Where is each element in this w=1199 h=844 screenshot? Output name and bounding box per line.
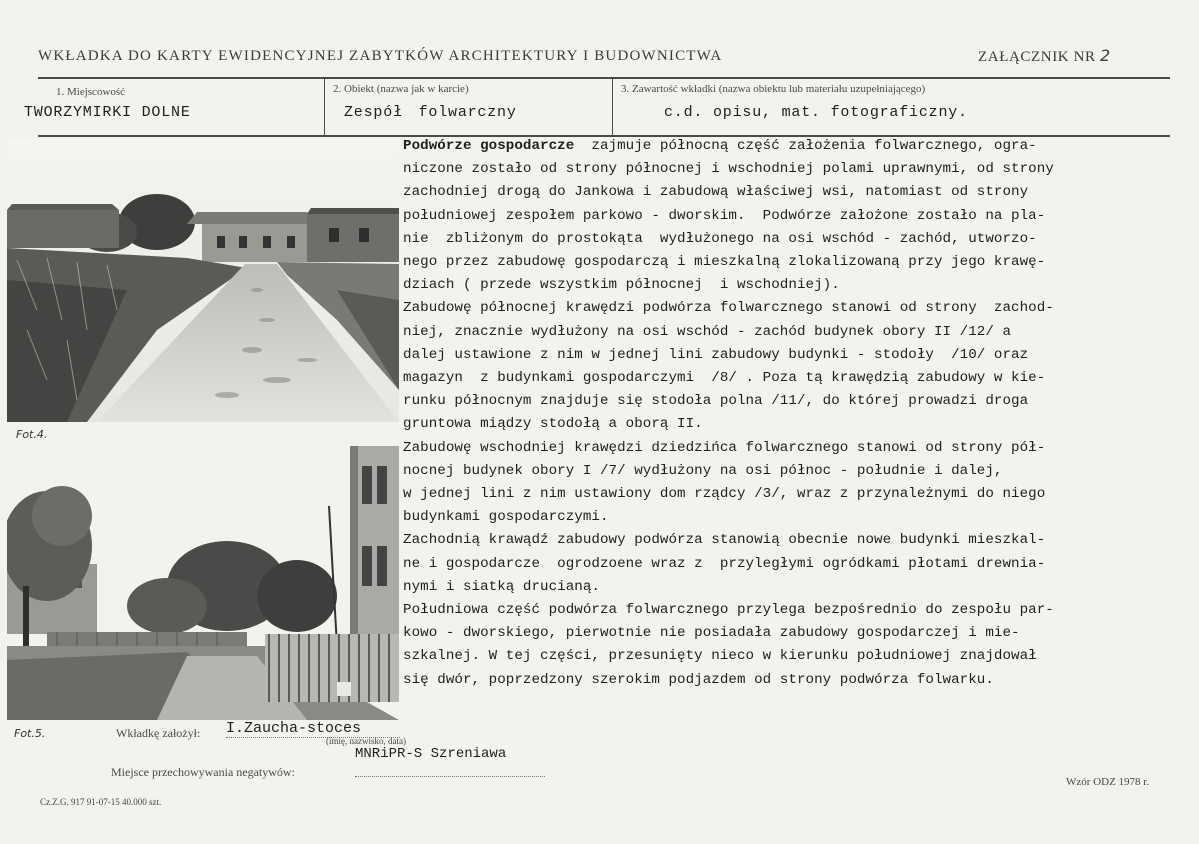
place-value: TWORZYMIRKI DOLNE xyxy=(24,104,191,121)
text-line: Południowa część podwórza folwarcznego przylega bezpośrednio do zespołu par- xyxy=(403,602,1054,619)
photo-road xyxy=(7,140,399,422)
photo-yard-image xyxy=(7,446,399,720)
text-line: szkalnej. W tej części, przesunięty nieco w kierunku południowej znajdował xyxy=(403,648,1037,665)
text-line: nymi i siatką drucianą. xyxy=(403,578,600,595)
object-value: Zespół folwarczny xyxy=(344,104,517,121)
text-line: ne i gospodarcze ogrodzoene wraz z przyległymi ogródkami płotami drewnia- xyxy=(403,555,1046,572)
text-line: nego przez zabudowę gospodarczą i mieszkalną zlokalizowaną przy jego krawę- xyxy=(403,254,1046,271)
text-line: gruntowa miądzy stodołą a oborą II. xyxy=(403,416,703,433)
text-line: w jednej lini z nim ustawiony dom rządcy /3/, wraz z przynależnymi do niego xyxy=(403,486,1046,503)
text-line: południowej zespołem parkowo - dworskim. Podwórze założone zostało na pla- xyxy=(403,207,1046,224)
text-line: niczone zostało od strony północnej i wschodniej polami uprawnymi, od strony xyxy=(403,161,1054,178)
form-model: Wzór ODZ 1978 r. xyxy=(1066,776,1150,788)
content-value: c.d. opisu, mat. fotograficzny. xyxy=(664,104,968,121)
text-line: Zachodnią krawądź zabudowy podwórza stanowią obecnie nowe budynki mieszkal- xyxy=(403,532,1046,549)
author-label: Wkładkę założył: xyxy=(116,726,201,740)
attachment-number-value: 2 xyxy=(1099,46,1111,65)
author-value: I.Zaucha-stoces xyxy=(226,720,400,738)
field-divider-2 xyxy=(612,79,613,135)
text-line: budynkami gospodarczymi. xyxy=(403,509,609,526)
place-label: 1. Miejscowość xyxy=(56,86,126,98)
text-line: się dwór, poprzedzony szerokim podjazdem od strony podwórza folwarku. xyxy=(403,671,994,688)
text-line: zachodniej drogą do Jankowa i zabudową właściwej wsi, natomiast od strony xyxy=(403,184,1029,201)
attachment-label: ZAŁĄCZNIK NR xyxy=(978,49,1096,65)
author-sub: (imię, nazwisko, data) xyxy=(326,736,406,746)
text-line: kowo - dworskiego, pierwotnie nie posiadała zabudowy gospodarczej i mie- xyxy=(403,625,1020,642)
top-rule xyxy=(38,77,1170,79)
field-divider-1 xyxy=(324,79,325,135)
text-line: nie zbliżonym do prostokąta wydłużonego na osi wschód - zachód, utworzo- xyxy=(403,230,1037,247)
text-line: niej, znacznie wydłużony na osi wschód - zachód budynek obory II /12/ a xyxy=(403,323,1012,340)
storage-value: MNRiPR-S Szreniawa xyxy=(355,746,545,777)
photo-yard-caption: Fot.5. xyxy=(14,727,46,740)
photo-road-image xyxy=(7,140,399,422)
text-line-rest: zajmuje północną część założenia folwarcznego, ogra- xyxy=(574,138,1037,154)
description-text xyxy=(403,135,1175,692)
print-info: Cz.Z.G. 917 91-07-15 40.000 szt. xyxy=(40,797,162,807)
text-line xyxy=(403,135,1175,158)
text-line: dalej ustawione z nim w jednej lini zabudowy budynki - stodoły /10/ oraz xyxy=(403,346,1029,363)
form-title: WKŁADKA DO KARTY EWIDENCYJNEJ ZABYTKÓW ARCHITEKTURY I BUDOWNICTWA xyxy=(38,48,723,64)
text-line: runku północnym znajduje się stodoła polna /11/, do której prowadzi droga xyxy=(403,393,1029,410)
text-line: nocnej budynek obory I /7/ wydłużony na osi północ - południe i dalej, xyxy=(403,462,1003,479)
photo-yard xyxy=(7,446,399,720)
text-heading: Podwórze gospodarcze xyxy=(403,138,575,154)
text-line: Zabudowę wschodniej krawędzi dziedzińca folwarcznego stanowi od strony pół- xyxy=(403,439,1046,456)
content-label: 3. Zawartość wkładki (nazwa obiektu lub materiału uzupełniającego) xyxy=(621,83,926,95)
storage-label: Miejsce przechowywania negatywów: xyxy=(111,765,295,779)
object-label: 2. Obiekt (nazwa jak w karcie) xyxy=(333,83,469,95)
attachment-number xyxy=(978,46,1111,66)
text-line: magazyn z budynkami gospodarczymi /8/ . Poza tą krawędzią zabudowy w kie- xyxy=(403,370,1046,387)
photo-road-caption: Fot.4. xyxy=(16,428,48,441)
text-line: Zabudowę północnej krawędzi podwórza folwarcznego stanowi od strony zachod- xyxy=(403,300,1054,317)
text-line: dziach ( przede wszystkim północnej i wschodniej). xyxy=(403,277,840,294)
